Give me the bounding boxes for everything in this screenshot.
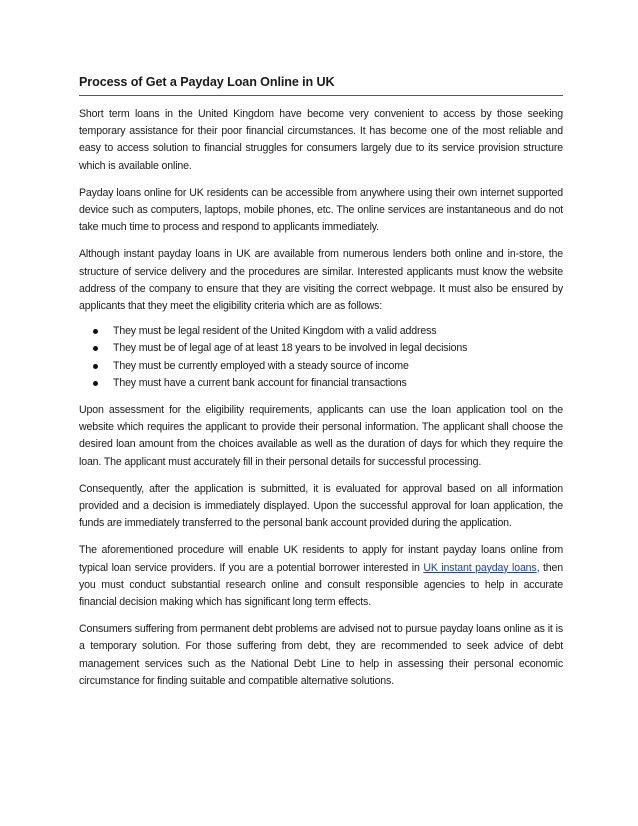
eligibility-list [79, 323, 563, 392]
list-item [93, 340, 563, 357]
list-item-text: They must be currently employed with a steady source of income [113, 359, 409, 372]
uk-instant-payday-loans-link[interactable]: UK instant payday loans [423, 561, 537, 574]
list-item-text: They must have a current bank account for financial transactions [113, 376, 407, 389]
paragraph-eligibility: Although instant payday loans in UK are available from numerous lenders both online and in-store, the structure of service delivery and the procedures are similar. Interested applicants must know the website address of the company to ensure that they are visiting the correct webpage. It must also be ensured by applicants that they meet the eligibility criteria which are as follows: [79, 248, 563, 313]
list-item [93, 375, 563, 392]
list-item [93, 358, 563, 375]
paragraph-approval: Consequently, after the application is submitted, it is evaluated for approval based on all information provided and a decision is immediately displayed. Upon the successful approval for loan application, the funds are immediately transferred to the personal bank account provided during the application. [79, 482, 563, 530]
list-item-text: They must be of legal age of at least 18 years to be involved in legal decisions [113, 342, 468, 355]
bullet-icon [93, 381, 98, 386]
list-item-text: They must be legal resident of the United Kingdom with a valid address [113, 325, 437, 338]
paragraph-research-text-after: , then you must conduct substantial research online and consult responsible agencies to help in accurate financial decision making which has significant long term effects. [79, 561, 563, 609]
document-title: Process of Get a Payday Loan Online in UK [79, 74, 563, 96]
document-page [79, 74, 563, 690]
bullet-icon [93, 364, 98, 369]
paragraph-application: Upon assessment for the eligibility requirements, applicants can use the loan application tool on the website which requires the applicant to provide their personal information. The applicant shall choose the desired loan amount from the choices available as well as the duration of days for which they require the loan. The applicant must accurately fill in their personal details for successful processing. [79, 404, 563, 468]
bullet-icon [93, 346, 98, 351]
paragraph-online-access: Payday loans online for UK residents can be accessible from anywhere using their own internet supported device such as computers, laptops, mobile phones, etc. The online services are instantaneous and do not take much time to process and respond to applicants immediately. [79, 186, 563, 234]
paragraph-intro: Short term loans in the United Kingdom have become very convenient to access by those seeking temporary assistance for their poor financial circumstances. It has become one of the most reliable and easy to access solution to financial struggles for consumers largely due to its service provision structure which is available online. [79, 108, 563, 172]
bullet-icon [93, 329, 98, 334]
paragraph-research [79, 542, 563, 611]
list-item [93, 323, 563, 340]
paragraph-debt-advice: Consumers suffering from permanent debt problems are advised not to pursue payday loans online as it is a temporary solution. For those suffering from debt, they are recommended to seek advice of debt management services such as the National Debt Line to help in assessing their personal economic circumstance for finding suitable and compatible alternative solutions. [79, 623, 563, 687]
paragraph-research-text-before: The aforementioned procedure will enable UK residents to apply for instant payday loans online from typical loan service providers. If you are a potential borrower interested in [79, 544, 563, 574]
